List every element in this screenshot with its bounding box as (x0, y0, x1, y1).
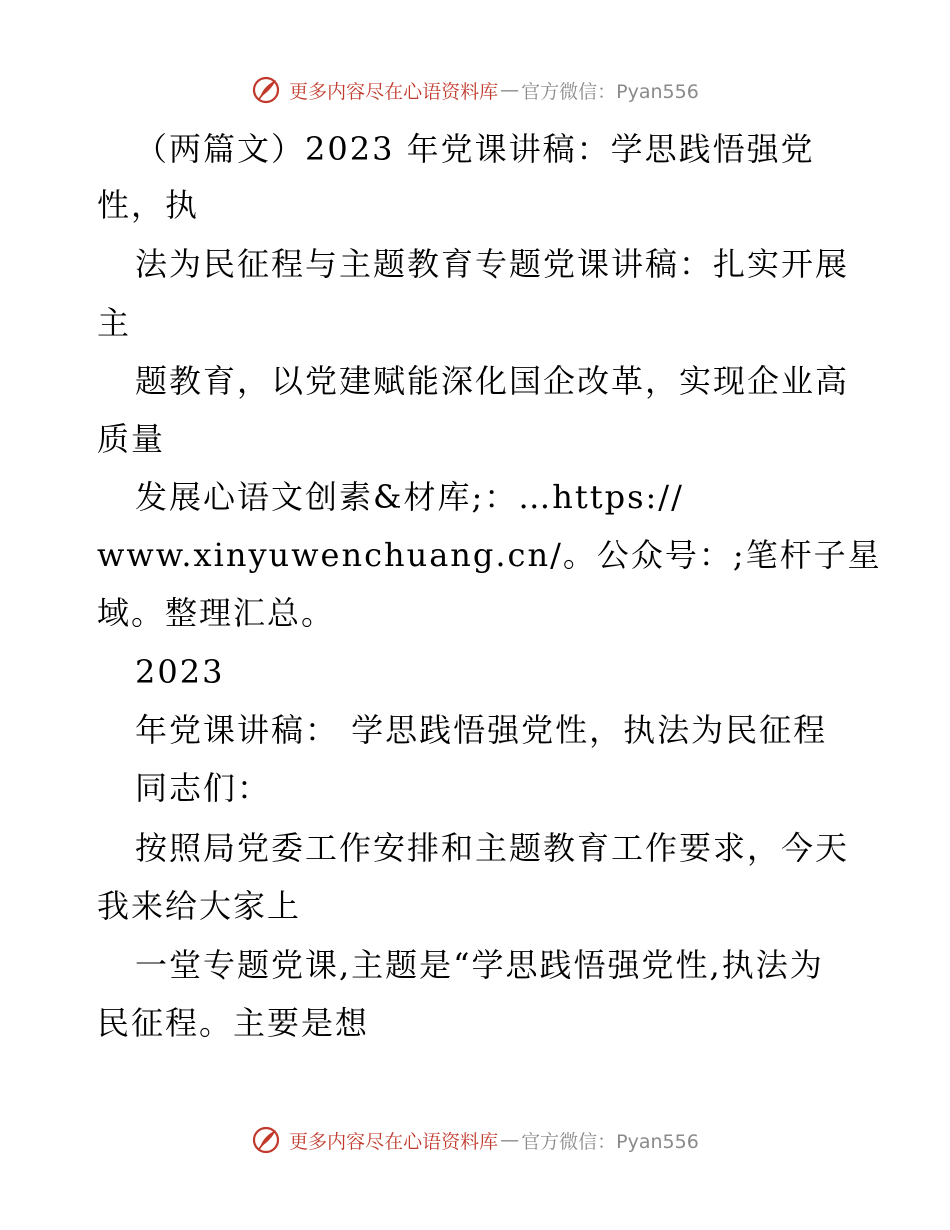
watermark-dash: — (500, 79, 520, 101)
text-line: 性，执 (97, 186, 200, 224)
watermark-prefix: 更多内容尽在心语资料库 (289, 80, 499, 103)
watermark-suffix: 官方微信：Pyan556 (521, 1130, 699, 1153)
watermark-prefix: 更多内容尽在心语资料库 (289, 1130, 499, 1153)
watermark-suffix: 官方微信：Pyan556 (521, 80, 699, 103)
text-line: 发展心语文创素&材库;：…https:// (135, 478, 684, 516)
text-line: 法为民征程与主题教育专题党课讲稿：扎实开展 (135, 245, 850, 283)
text-line: 同志们： (135, 769, 272, 807)
text-line: 题教育，以党建赋能深化国企改革，实现企业高 (135, 362, 850, 400)
text-line: 年党课讲稿： 学思践悟强党性，执法为民征程 (135, 711, 828, 749)
watermark-dash: — (500, 1129, 520, 1151)
text-line: 主 (97, 304, 132, 342)
footer-watermark (0, 1120, 950, 1160)
text-line: www.xinyuwenchuang.cn/。公众号：;笔杆子星 (97, 536, 882, 574)
text-line: 我来给大家上 (97, 887, 302, 925)
text-line: 民征程。主要是想 (97, 1004, 370, 1042)
text-line: （两篇文）2023 年党课讲稿：学思践悟强党 (135, 130, 815, 168)
text-line: 质量 (97, 420, 166, 458)
text-line: 按照局党委工作安排和主题教育工作要求，今天 (135, 829, 850, 867)
quill-pen-logo-icon (251, 1125, 281, 1155)
text-line: 一堂专题党课,主题是“学思践悟强党性,执法为 (135, 946, 824, 984)
text-line: 2023 (135, 653, 225, 691)
text-line: 域。整理汇总。 (97, 594, 336, 632)
